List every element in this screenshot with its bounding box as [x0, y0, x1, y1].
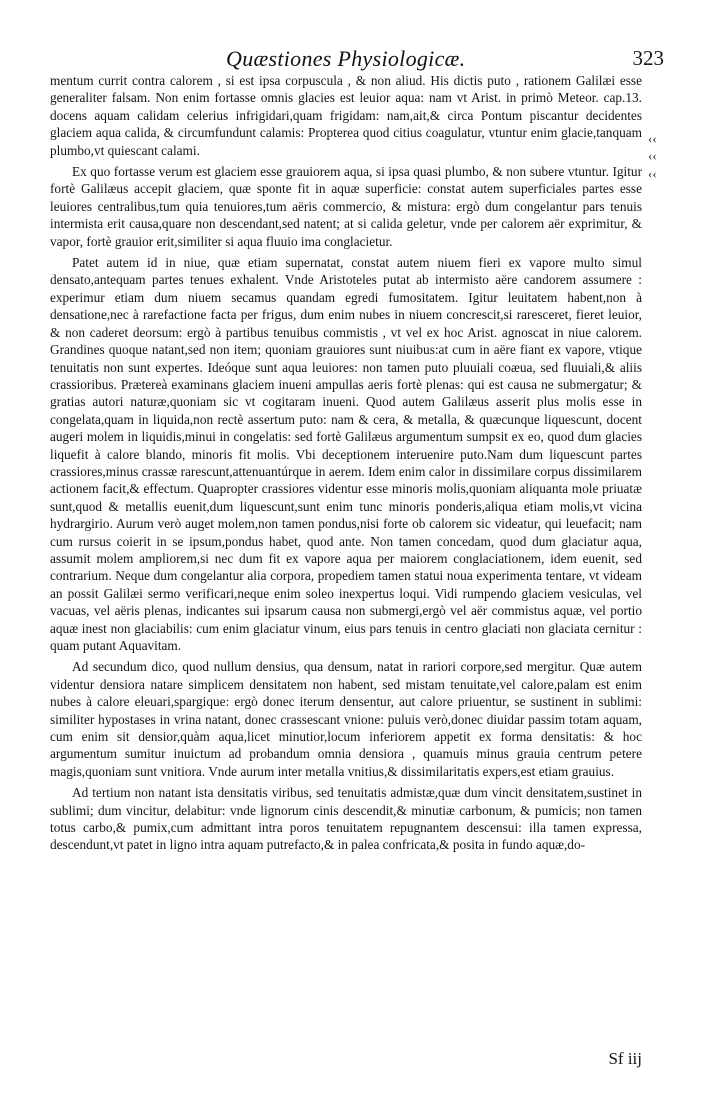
signature-mark: Sf iij	[608, 1049, 642, 1068]
marginal-quote-marks	[648, 130, 678, 182]
paragraph-3: Patet autem id in niue, quæ etiam supernatat, constat autem niuem fieri ex vapore multo simul densato,antequam partes tenues exhalent. Vnde Aristoteles putat ab intermisto aëre candorem assumere : experimur etiam dum niuem secamus quandam egredi fumositatem. Igitur leuitatem habent,non à densatione,nec à rarefactione facta per frigus, dum enim nubes in niuem concrescit,si raresceret, fieret leuior, & non caderet deorsum: ergò à partibus tenuibus commistis , vt vel ex hoc Arist. agnoscat in niue calorem. Grandines quoque natant,sed non item; quoniam grauiores sunt niuibus:at cum in aëre fiant ex vapore, vtique tenuitatis non sunt expertes. Ideóque sunt aqua leuiores: non tamen puto pluuiali coæua, sed fluuiali,& aliis crassioribus. Prætereà examinans glaciem inueni ampullas aeris fortè plenas: qui est causa ne submergatur; & gratias autori naturæ,quoniam sic vt cogitaram inueni. Quod autem Galilæus asserit plus molis esse in congelata,quam in liquida,non rectè assertum puto: nam & cera, & metalla, & quæcunque liquescunt, docent augeri molem in liquidis,minui in congelatis: sed fortè Galilæus argumentum sumpsit ex eo, quod dum glacies liquefit à calore blando, minoris fit molis. Vbi deceptionem interuenire puto.Nam dum liquescunt partes crassiores,minus crassæ rarescunt,attenuantúrque in aerem. Idem enim calor in dissimilare corpus dissimilarem actionem facit,& effectum. Quapropter crassiores videntur esse minoris molis,quoniam aliquanta mole priuatæ sunt,quod & metallis euenit,dum liquescunt,sunt enim tunc minoris ponderis,aliqua etiam molis,vt vicina hydrargirio. Aurum verò auget molem,non tamen pondus,nisi forte ob calorem sic videatur, qui leuefacit; nam cum rursus coierit in se ipsum,pondus habet, quod ante. Non tamen concedam, quod dum glaciatur aqua, assumit molem ampliorem,si nec dum fit ex vapore aqua per maiorem conglaciationem, idem euenit, sed contrarium. Neque dum congelantur alia corpora, propediem tamen statui noua experimenta tentare, vt videam an possit Galilæi sermo verificari,neque enim soleo inexpertus loqui. Vidi rumpendo glaciem vesiculas, vel vacuas, vel aëris plenas, indicantes sui ipsarum causa non submergi,ergò vel aër commistus aquæ, vel portio aquæ inest non glaciabilis: cum enim glaciatur vinum, eius pars tenuis in centro glaciati non glaciata cernitur : quam putant Aquavitam.	[50, 255, 642, 653]
running-title: Quæstiones Physiologicæ.	[226, 46, 466, 71]
page-header	[0, 42, 702, 72]
paragraph-4: Ad secundum dico, quod nullum densius, qua densum, natat in rariori corpore,sed mergitur. Quæ autem videntur densiora natare simplicem densitatem non habent, sed mistam tenuitate,vel calore,palam est enim nubes à calore eleuari,spargique: ergò donec iterum densentur, aut calore priuentur, se sustinent in sublimi: similiter hypostases in vrina natant, donec crassescant vnione: puluis verò,donec diuidar passim totam aquam, cum enim sit densior,quàm aqua,licet minutior,locum inferiorem appetit ex forma densitatis: & hoc argumentum sumitur inuictum ad probandum omnia densiora , quamuis minus grauia centrum petere magis,quoniam sunt vnitiora. Vnde aurum inter metalla vnitius,& dissimilaritatis expers,est etiam grauius.	[50, 659, 642, 779]
main-text	[50, 72, 642, 858]
paragraph-2: Ex quo fortasse verum est glaciem esse grauiorem aqua, si ipsa quasi plumbo, & non subere vtuntur. Igitur fortè Galilæus accepit glaciem, quæ sponte fit in aquæ superficie: constat autem superficiales partes esse leuiores centralibus,tum quia tenuiores,tum aëris commercio, & mistura: ergò dum congelantur pars tenuis intermista erit causa,quare non descendant,sed natent; at si calida geletur, vnde per calorem aër exprimitur, & vapor, fortè grauior erit,similiter si aqua fluuio ima conglacietur.	[50, 164, 642, 249]
quote-mark: ‹‹	[648, 165, 657, 181]
quote-mark: ‹‹	[648, 131, 657, 146]
quote-mark: ‹‹	[648, 148, 657, 164]
page-number: 323	[632, 46, 664, 70]
paragraph-1: mentum currit contra calorem , si est ipsa corpuscula , & non aliud. His dictis puto , rationem Galilæi esse generaliter falsam. Non enim fortasse omnis glacies est leuior aqua: nam vt Arist. in primò Meteor. cap.13. docens aquam calidam celerius infrigidari,quam frigidam: nam,ait,& circa Pontum piscantur decidentes glaciem aqua calida, & circumfundunt calamis: Propterea quod citius coagulatur, vtuntur enim glacie,tanquam plumbo,vt quiescant calami.	[50, 73, 642, 158]
paragraph-5: Ad tertium non natant ista densitatis viribus, sed tenuitatis admistæ,quæ dum vincit densitatem,sustinet in sublimi; dum vincitur, delabitur: vnde lignorum cinis descendit,& minutiæ carbonum, & pumicis; non tamen totus carbo,& pumix,cum admittant intra poros tenuitatem repugnantem descensui: illa tamen expressa, descendunt,vt patet in ligno intra aquam putrefacto,& in palea confricata,& posita in fundo aquæ,do-	[50, 785, 642, 853]
